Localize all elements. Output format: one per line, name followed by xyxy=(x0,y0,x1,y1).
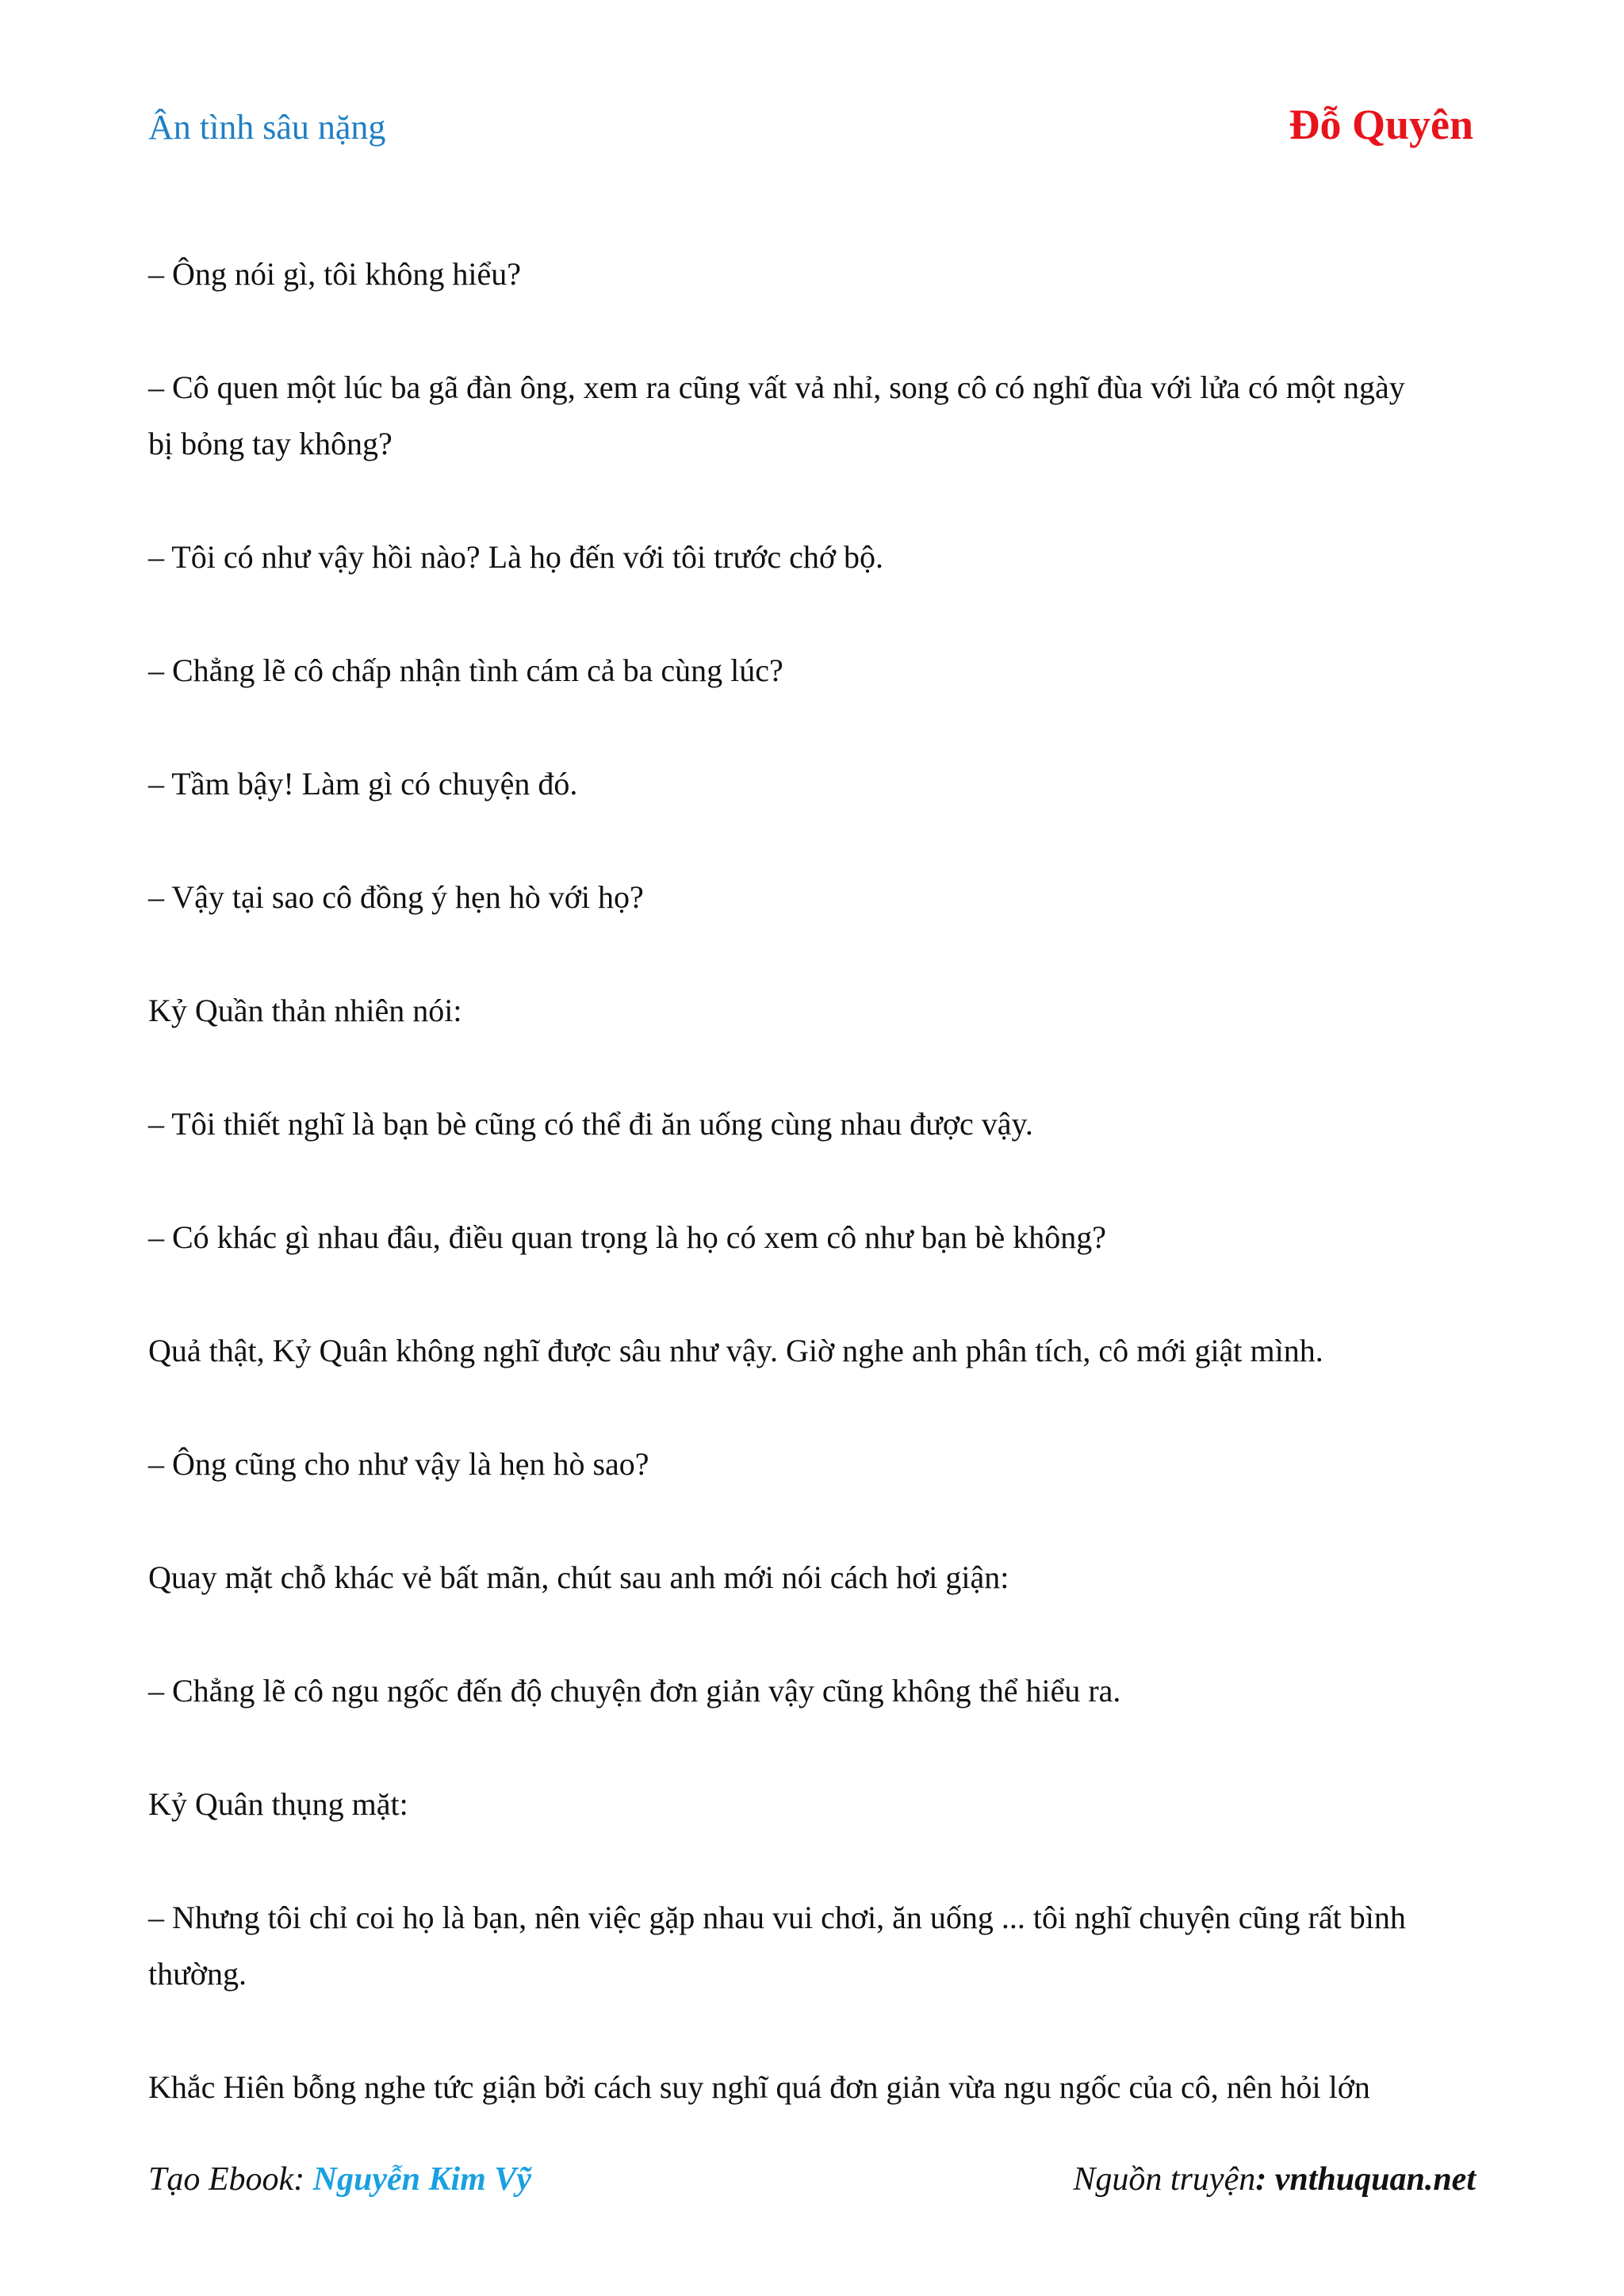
paragraph xyxy=(148,246,1480,302)
ebook-separator: : xyxy=(293,2161,313,2198)
paragraph xyxy=(148,1209,1480,1265)
source-credit xyxy=(1073,2153,1476,2206)
paragraph xyxy=(148,1776,1480,1832)
text-line: Quay mặt chỗ khác vẻ bất mãn, chút sau anh mới nói cách hơi giận: xyxy=(148,1559,1009,1595)
paragraph xyxy=(148,359,1480,472)
source-site: vnthuquan.net xyxy=(1274,2161,1476,2198)
text-line: – Chẳng lẽ cô chấp nhận tình cám cả ba cùng lúc? xyxy=(148,652,783,688)
ebook-creator-name: Nguyễn Kim Vỹ xyxy=(312,2161,531,2198)
paragraph xyxy=(148,982,1480,1039)
source-separator: : xyxy=(1255,2161,1275,2198)
text-line: – Cô quen một lúc ba gã đàn ông, xem ra cũng vất vả nhỉ, song cô có nghĩ đùa với lửa có một ngày xyxy=(148,369,1405,405)
text-line: – Có khác gì nhau đâu, điều quan trọng là họ có xem cô như bạn bè không? xyxy=(148,1219,1107,1255)
text-line: – Tôi có như vậy hồi nào? Là họ đến với tôi trước chớ bộ. xyxy=(148,539,883,575)
book-title: Ân tình sâu nặng xyxy=(148,108,386,147)
paragraph xyxy=(148,1889,1480,2002)
paragraph xyxy=(148,642,1480,698)
text-line: Kỷ Quân thụng mặt: xyxy=(148,1786,408,1822)
paragraph xyxy=(148,2059,1480,2115)
paragraph xyxy=(148,1663,1480,1719)
story-text xyxy=(148,246,1480,2115)
text-line: – Tôi thiết nghĩ là bạn bè cũng có thể đi ăn uống cùng nhau được vậy. xyxy=(148,1106,1033,1142)
paragraph xyxy=(148,869,1480,925)
ebook-label: Tạo Ebook xyxy=(148,2161,294,2198)
text-line: – Ông cũng cho như vậy là hẹn hò sao? xyxy=(148,1446,649,1482)
paragraph xyxy=(148,1322,1480,1379)
paragraph xyxy=(148,1096,1480,1152)
ebook-credit xyxy=(148,2153,531,2206)
text-line: – Chẳng lẽ cô ngu ngốc đến độ chuyện đơn giản vậy cũng không thể hiểu ra. xyxy=(148,1673,1121,1709)
text-line: bị bỏng tay không? xyxy=(148,426,393,461)
text-line: Khắc Hiên bỗng nghe tức giận bởi cách suy nghĩ quá đơn giản vừa ngu ngốc của cô, nên hỏi lớn xyxy=(148,2069,1370,2105)
text-line: – Nhưng tôi chỉ coi họ là bạn, nên việc gặp nhau vui chơi, ăn uống ... tôi nghĩ chuyện cũng rất bình xyxy=(148,1900,1406,1935)
author-name: Đỗ Quyên xyxy=(1289,101,1473,148)
text-line: – Vậy tại sao cô đồng ý hẹn hò với họ? xyxy=(148,879,644,915)
text-line: – Tầm bậy! Làm gì có chuyện đó. xyxy=(148,766,578,802)
paragraph xyxy=(148,1549,1480,1605)
paragraph xyxy=(148,756,1480,812)
paragraph xyxy=(148,529,1480,585)
paragraph xyxy=(148,1436,1480,1492)
text-line: thường. xyxy=(148,1956,247,1992)
text-line: Kỷ Quần thản nhiên nói: xyxy=(148,993,462,1028)
text-line: Quả thật, Kỷ Quân không nghĩ được sâu như vậy. Giờ nghe anh phân tích, cô mới giật mình. xyxy=(148,1333,1323,1368)
text-line: – Ông nói gì, tôi không hiểu? xyxy=(148,256,521,292)
source-label: Nguồn truyện xyxy=(1073,2161,1256,2198)
